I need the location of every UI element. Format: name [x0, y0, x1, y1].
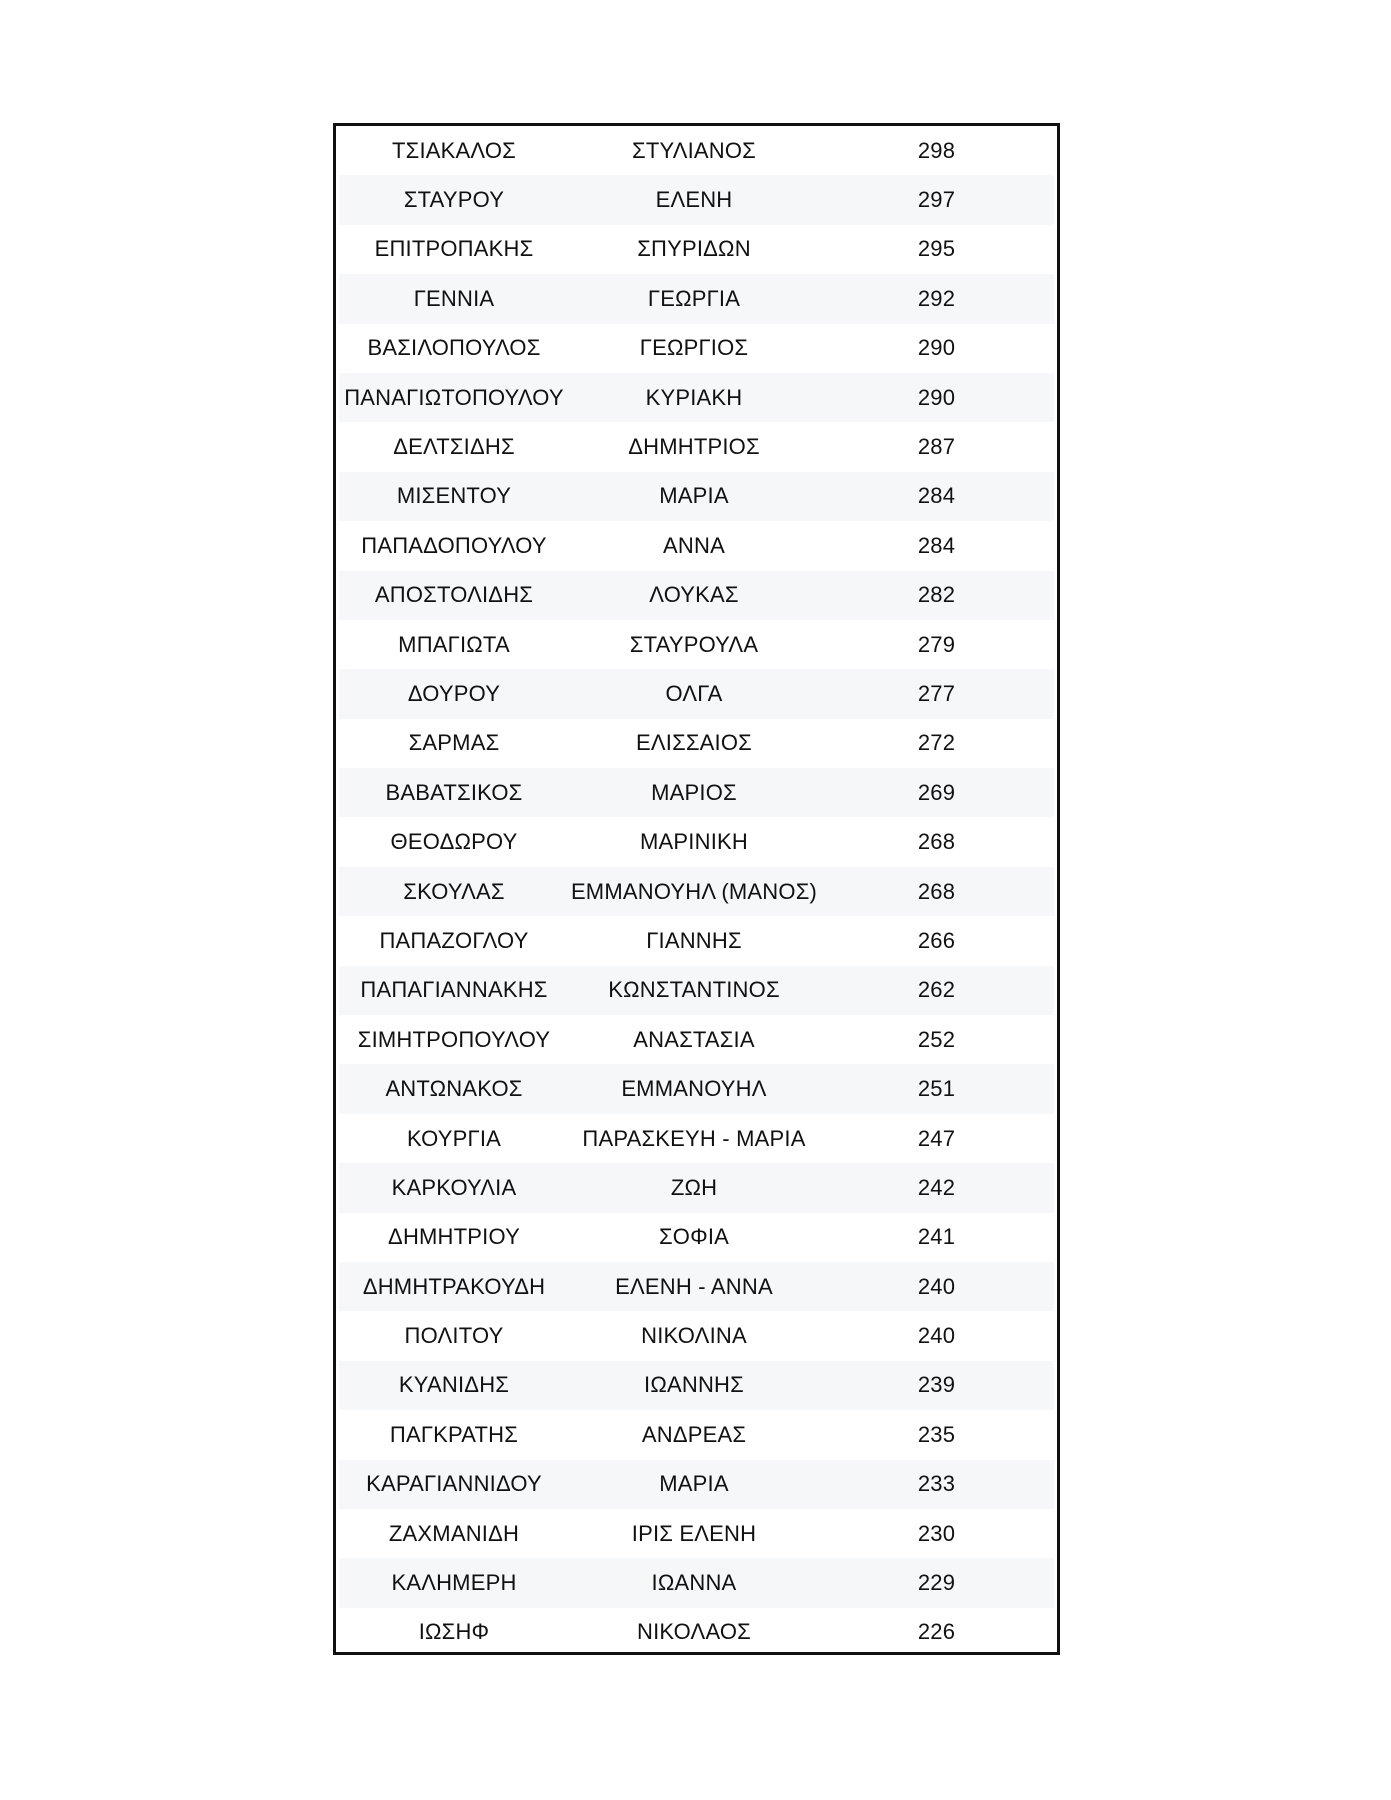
table-row [339, 1114, 1054, 1163]
surname-cell: ΠΟΛΙΤΟΥ [404, 1323, 504, 1349]
table-row [339, 1509, 1054, 1558]
score-cell: 287 [917, 434, 956, 460]
surname-cell: ΚΑΛΗΜΕΡΗ [391, 1570, 517, 1596]
first-name-cell: ΑΝΑΣΤΑΣΙΑ [633, 1026, 755, 1052]
surname-cell: ΜΠΑΓΙΩΤΑ [398, 631, 510, 657]
first-name-cell: ΔΗΜΗΤΡΙΟΣ [628, 434, 760, 460]
surname-cell: ΜΙΣΕΝΤΟΥ [396, 483, 512, 509]
score-cell: 240 [917, 1273, 956, 1299]
first-name-cell: ΠΑΡΑΣΚΕΥΗ - ΜΑΡΙΑ [582, 1125, 806, 1151]
first-name-cell: ΝΙΚΟΛΙΝΑ [641, 1323, 747, 1349]
score-cell: 295 [917, 236, 956, 262]
first-name-cell: ΜΑΡΙΟΣ [651, 779, 737, 805]
surname-cell: ΑΝΤΩΝΑΚΟΣ [385, 1076, 523, 1102]
surname-cell: ΓΕΝΝΙΑ [413, 285, 495, 311]
score-cell: 230 [917, 1520, 956, 1546]
table-row [339, 274, 1054, 323]
surname-cell: ΠΑΓΚΡΑΤΗΣ [389, 1421, 519, 1447]
surname-cell: ΠΑΠΑΖΟΓΛΟΥ [379, 927, 529, 953]
first-name-cell: ΕΛΙΣΣΑΙΟΣ [636, 730, 752, 756]
first-name-cell: ΜΑΡΙΑ [659, 1471, 729, 1497]
score-cell: 284 [917, 483, 956, 509]
score-cell: 235 [917, 1421, 956, 1447]
surname-cell: ΣΚΟΥΛΑΣ [403, 878, 505, 904]
score-cell: 292 [917, 285, 956, 311]
table-row [339, 1213, 1054, 1262]
table-row [339, 1262, 1054, 1311]
table-row [339, 571, 1054, 620]
table-row [339, 1608, 1054, 1657]
surname-cell: ΤΣΙΑΚΑΛΟΣ [392, 137, 516, 163]
first-name-cell: ΓΕΩΡΓΙΑ [647, 285, 741, 311]
surname-cell: ΠΑΝΑΓΙΩΤΟΠΟΥΛΟΥ [344, 384, 564, 410]
first-name-cell: ΣΟΦΙΑ [658, 1224, 730, 1250]
first-name-cell: ΕΜΜΑΝΟΥΗΛ [621, 1076, 767, 1102]
score-cell: 229 [917, 1570, 956, 1596]
results-table [333, 123, 1060, 1655]
first-name-cell: ΙΩΑΝΝΑ [651, 1570, 737, 1596]
table-row [339, 1064, 1054, 1113]
score-cell: 290 [917, 335, 956, 361]
surname-cell: ΙΩΣΗΦ [418, 1619, 490, 1645]
surname-cell: ΚΥΑΝΙΔΗΣ [398, 1372, 510, 1398]
score-cell: 226 [917, 1619, 956, 1645]
table-row [339, 1460, 1054, 1509]
score-cell: 269 [917, 779, 956, 805]
first-name-cell: ΝΙΚΟΛΑΟΣ [637, 1619, 751, 1645]
surname-cell: ΑΠΟΣΤΟΛΙΔΗΣ [374, 582, 534, 608]
score-cell: 279 [917, 631, 956, 657]
surname-cell: ΣΙΜΗΤΡΟΠΟΥΛΟΥ [357, 1026, 551, 1052]
first-name-cell: ΕΛΕΝΗ [655, 187, 733, 213]
first-name-cell: ΓΕΩΡΓΙΟΣ [639, 335, 749, 361]
table-row [339, 1361, 1054, 1410]
first-name-cell: ΓΙΑΝΝΗΣ [646, 927, 742, 953]
first-name-cell: ΚΥΡΙΑΚΗ [645, 384, 743, 410]
score-cell: 284 [917, 532, 956, 558]
table-row [339, 373, 1054, 422]
table-row [339, 916, 1054, 965]
score-cell: 262 [917, 977, 956, 1003]
score-cell: 277 [917, 680, 956, 706]
table-row [339, 867, 1054, 916]
first-name-cell: ΕΛΕΝΗ - ΑΝΝΑ [615, 1273, 773, 1299]
score-cell: 268 [917, 878, 956, 904]
table-row [339, 817, 1054, 866]
table-row [339, 175, 1054, 224]
table-row [339, 126, 1054, 175]
surname-cell: ΣΑΡΜΑΣ [408, 730, 500, 756]
surname-cell: ΔΕΛΤΣΙΔΗΣ [393, 434, 515, 460]
surname-cell: ΚΟΥΡΓΙΑ [406, 1125, 502, 1151]
table-row [339, 1410, 1054, 1459]
table-row [339, 1311, 1054, 1360]
score-cell: 241 [917, 1224, 956, 1250]
first-name-cell: ΑΝΔΡΕΑΣ [641, 1421, 747, 1447]
table-row [339, 669, 1054, 718]
table-row [339, 472, 1054, 521]
surname-cell: ΚΑΡΚΟΥΛΙΑ [391, 1174, 517, 1200]
score-cell: 290 [917, 384, 956, 410]
first-name-cell: ΟΛΓΑ [665, 680, 723, 706]
score-cell: 233 [917, 1471, 956, 1497]
surname-cell: ΕΠΙΤΡΟΠΑΚΗΣ [374, 236, 534, 262]
table-row [339, 1015, 1054, 1064]
score-cell: 242 [917, 1174, 956, 1200]
score-cell: 266 [917, 927, 956, 953]
surname-cell: ΔΟΥΡΟΥ [407, 680, 501, 706]
score-cell: 251 [917, 1076, 956, 1102]
surname-cell: ΖΑΧΜΑΝΙΔΗ [388, 1520, 520, 1546]
surname-cell: ΠΑΠΑΓΙΑΝΝΑΚΗΣ [360, 977, 548, 1003]
first-name-cell: ΛΟΥΚΑΣ [649, 582, 739, 608]
score-cell: 298 [917, 137, 956, 163]
score-cell: 282 [917, 582, 956, 608]
surname-cell: ΚΑΡΑΓΙΑΝΝΙΔΟΥ [366, 1471, 542, 1497]
table-row [339, 768, 1054, 817]
first-name-cell: ΙΡΙΣ ΕΛΕΝΗ [631, 1520, 757, 1546]
surname-cell: ΒΑΣΙΛΟΠΟΥΛΟΣ [367, 335, 541, 361]
score-cell: 247 [917, 1125, 956, 1151]
table-row [339, 1163, 1054, 1212]
surname-cell: ΒΑΒΑΤΣΙΚΟΣ [385, 779, 523, 805]
surname-cell: ΠΑΠΑΔΟΠΟΥΛΟΥ [361, 532, 547, 558]
first-name-cell: ΙΩΑΝΝΗΣ [644, 1372, 744, 1398]
table-row [339, 1558, 1054, 1607]
first-name-cell: ΣΤΥΛΙΑΝΟΣ [632, 137, 756, 163]
first-name-cell: ΑΝΝΑ [663, 532, 725, 558]
score-cell: 252 [917, 1026, 956, 1052]
table-row [339, 521, 1054, 570]
first-name-cell: ΚΩΝΣΤΑΝΤΙΝΟΣ [608, 977, 780, 1003]
first-name-cell: ΜΑΡΙΑ [659, 483, 729, 509]
first-name-cell: ΖΩΗ [670, 1174, 718, 1200]
first-name-cell: ΣΤΑΥΡΟΥΛΑ [629, 631, 759, 657]
score-cell: 240 [917, 1323, 956, 1349]
score-cell: 272 [917, 730, 956, 756]
score-cell: 297 [917, 187, 956, 213]
table-row [339, 719, 1054, 768]
surname-cell: ΔΗΜΗΤΡΙΟΥ [388, 1224, 520, 1250]
score-cell: 239 [917, 1372, 956, 1398]
surname-cell: ΣΤΑΥΡΟΥ [403, 187, 505, 213]
surname-cell: ΔΗΜΗΤΡΑΚΟΥΔΗ [362, 1273, 546, 1299]
first-name-cell: ΜΑΡΙΝΙΚΗ [640, 829, 748, 855]
table-row [339, 620, 1054, 669]
table-row [339, 324, 1054, 373]
score-cell: 268 [917, 829, 956, 855]
first-name-cell: ΣΠΥΡΙΔΩΝ [637, 236, 751, 262]
table-row [339, 225, 1054, 274]
surname-cell: ΘΕΟΔΩΡΟΥ [390, 829, 518, 855]
table-row [339, 422, 1054, 471]
first-name-cell: ΕΜΜΑΝΟΥΗΛ (ΜΑΝΟΣ) [570, 878, 818, 904]
table-row [339, 966, 1054, 1015]
table-body [339, 126, 1054, 1657]
